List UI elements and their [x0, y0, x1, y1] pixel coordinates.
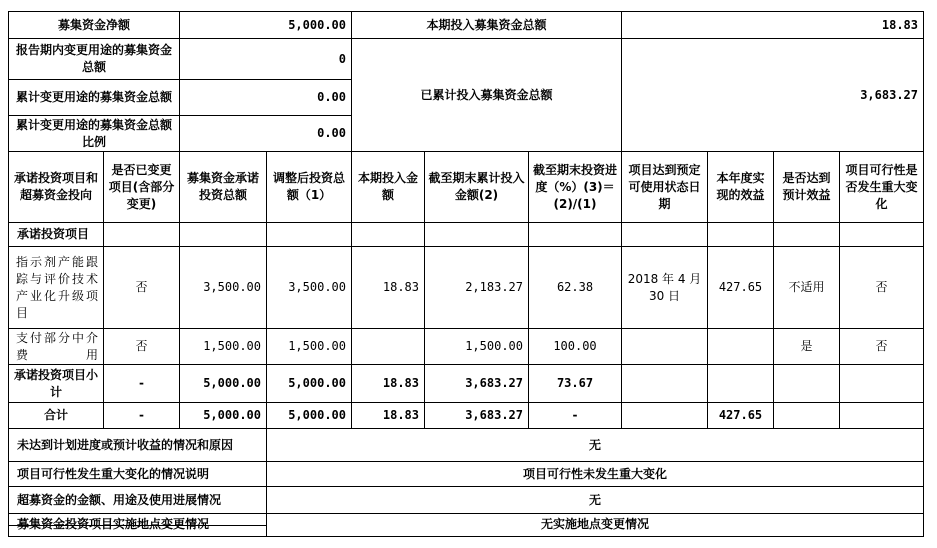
- total-period: 18.83: [352, 403, 425, 429]
- total-adjusted: 5,000.00: [267, 403, 352, 429]
- empty-cell: [267, 223, 352, 247]
- row1-project-text: 指示剂产能跟踪与评价技术产业化升级项目: [16, 254, 98, 320]
- total-progress: -: [529, 403, 622, 429]
- header-project: 承诺投资项目和超募资金投向: [9, 152, 104, 223]
- empty-cell: [774, 223, 840, 247]
- period-invest-label: 本期投入募集资金总额: [352, 12, 622, 39]
- total-feasibility: [840, 403, 924, 429]
- row2-changed: 否: [104, 329, 180, 365]
- cum-changed-ratio-value: 0.00: [180, 116, 352, 152]
- header-ready-date: 项目达到预定可使用状态日期: [622, 152, 708, 223]
- total-label: 合计: [9, 403, 104, 429]
- empty-cell: [352, 223, 425, 247]
- row2-expected: 是: [774, 329, 840, 365]
- total-benefit: 427.65: [708, 403, 774, 429]
- empty-cell: [708, 223, 774, 247]
- row2-adjusted: 1,500.00: [267, 329, 352, 365]
- header-adjusted-total: 调整后投资总额（1）: [267, 152, 352, 223]
- total-cum: 3,683.27: [425, 403, 529, 429]
- subtotal-feasibility: [840, 365, 924, 403]
- cum-invest-value: 3,683.27: [622, 39, 924, 152]
- row2-period: [352, 329, 425, 365]
- row2-date: [622, 329, 708, 365]
- empty-cell: [622, 223, 708, 247]
- empty-cell: [425, 223, 529, 247]
- row1-period: 18.83: [352, 247, 425, 329]
- row2-project: [9, 329, 104, 365]
- subtotal-benefit: [708, 365, 774, 403]
- period-invest-value: 18.83: [622, 12, 924, 39]
- total-changed: -: [104, 403, 180, 429]
- row1-expected: 不适用: [774, 247, 840, 329]
- total-committed: 5,000.00: [180, 403, 267, 429]
- subtotal-period: 18.83: [352, 365, 425, 403]
- subtotal-date: [622, 365, 708, 403]
- row2-benefit: [708, 329, 774, 365]
- note4-value: 无实施地点变更情况: [267, 513, 924, 537]
- header-changed: 是否已变更项目(含部分变更): [104, 152, 180, 223]
- subtotal-label: 承诺投资项目小计: [9, 365, 104, 403]
- subtotal-changed: -: [104, 365, 180, 403]
- subtotal-expected: [774, 365, 840, 403]
- header-period-invest: 本期投入金额: [352, 152, 425, 223]
- row1-project: [9, 247, 104, 329]
- empty-cell: [840, 223, 924, 247]
- row1-adjusted: 3,500.00: [267, 247, 352, 329]
- note3-label: 超募资金的金额、用途及使用进展情况: [9, 487, 267, 514]
- subtotal-progress: 73.67: [529, 365, 622, 403]
- fund-usage-table: [8, 11, 924, 525]
- cum-changed-value: 0.00: [180, 80, 352, 116]
- total-expected: [774, 403, 840, 429]
- changed-in-period-label: 报告期内变更用途的募集资金总额: [9, 39, 180, 80]
- row2-project-text: 支付部分中介费用: [16, 330, 98, 362]
- row2-cum: 1,500.00: [425, 329, 529, 365]
- row2-feasibility: 否: [840, 329, 924, 365]
- row1-changed: 否: [104, 247, 180, 329]
- subtotal-cum: 3,683.27: [425, 365, 529, 403]
- note1-label: 未达到计划进度或预计收益的情况和原因: [9, 429, 267, 462]
- note2-value: 项目可行性未发生重大变化: [267, 462, 924, 487]
- row2-progress: 100.00: [529, 329, 622, 365]
- header-expected-benefit: 是否达到预计效益: [774, 152, 840, 223]
- net-funds-label: 募集资金净额: [9, 12, 180, 39]
- cum-changed-label: 累计变更用途的募集资金总额: [9, 80, 180, 116]
- row1-benefit: 427.65: [708, 247, 774, 329]
- subtotal-adjusted: 5,000.00: [267, 365, 352, 403]
- total-date: [622, 403, 708, 429]
- row1-progress: 62.38: [529, 247, 622, 329]
- empty-cell: [180, 223, 267, 247]
- cum-invest-label: 已累计投入募集资金总额: [352, 39, 622, 152]
- header-feasibility: 项目可行性是否发生重大变化: [840, 152, 924, 223]
- cum-changed-ratio-label: 累计变更用途的募集资金总额比例: [9, 116, 180, 152]
- header-annual-benefit: 本年度实现的效益: [708, 152, 774, 223]
- empty-cell: [104, 223, 180, 247]
- note2-label: 项目可行性发生重大变化的情况说明: [9, 462, 267, 487]
- row1-cum: 2,183.27: [425, 247, 529, 329]
- row1-committed: 3,500.00: [180, 247, 267, 329]
- header-committed-total: 募集资金承诺投资总额: [180, 152, 267, 223]
- empty-cell: [529, 223, 622, 247]
- subtotal-committed: 5,000.00: [180, 365, 267, 403]
- header-progress: 截至期末投资进度（%）(3)＝(2)/(1): [529, 152, 622, 223]
- row1-feasibility: 否: [840, 247, 924, 329]
- note3-value: 无: [267, 487, 924, 514]
- section-label: 承诺投资项目: [9, 223, 104, 247]
- note4-label: 募集资金投资项目实施地点变更情况: [8, 513, 267, 537]
- row2-committed: 1,500.00: [180, 329, 267, 365]
- note1-value: 无: [267, 429, 924, 462]
- header-cum-invest: 截至期末累计投入金额(2): [425, 152, 529, 223]
- net-funds-value: 5,000.00: [180, 12, 352, 39]
- changed-in-period-value: 0: [180, 39, 352, 80]
- note4-row: [8, 513, 924, 537]
- row1-date: 2018 年 4 月 30 日: [622, 247, 708, 329]
